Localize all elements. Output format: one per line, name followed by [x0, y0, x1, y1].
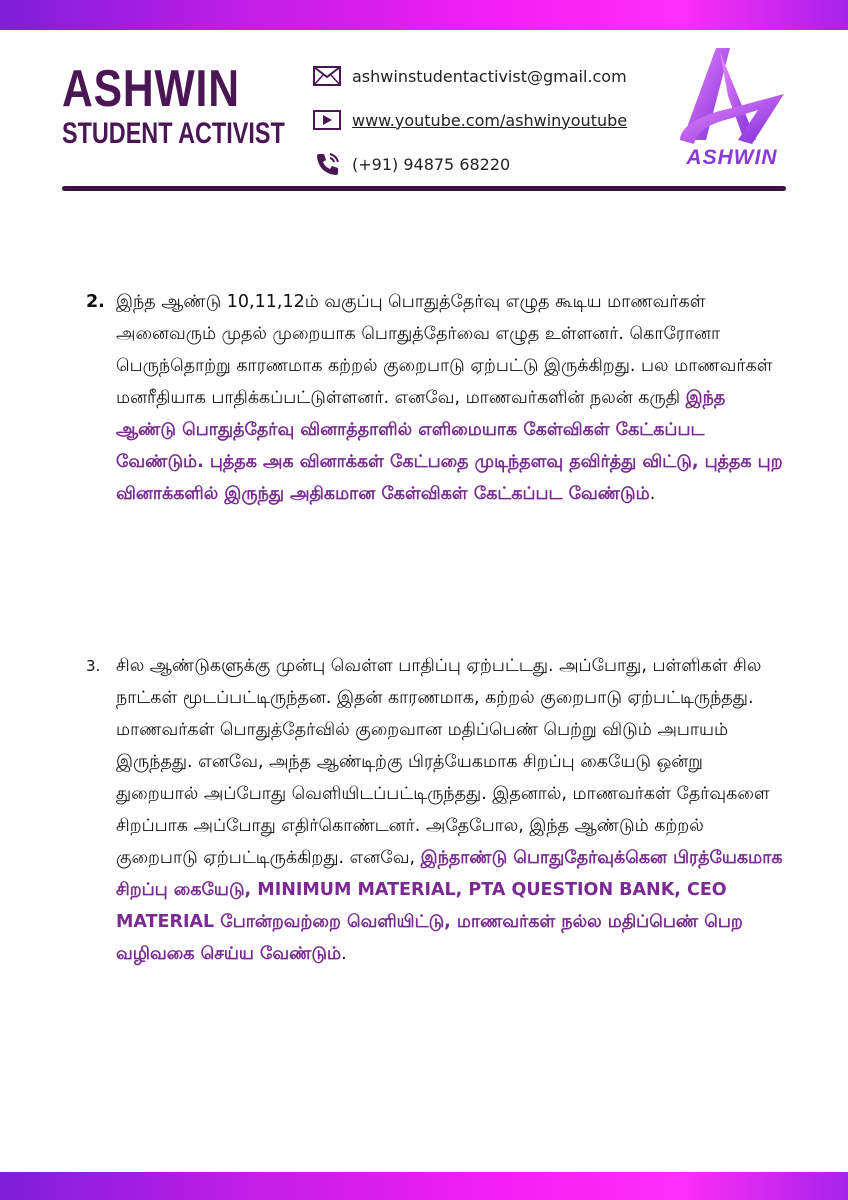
- point-highlight: இந்தாண்டு பொதுதேர்வுக்கென பிரத்யேகமாக சிறப்பு கையேடு, MINIMUM MATERIAL, PTA QUESTION BANK, CEO MATERIAL போன்றவற்றை வெளியிட்டு, மாணவர்கள் நல்ல மதிப்பெண் பெற வழிவகை செய்ய வேண்டும்: [116, 848, 783, 964]
- point-body: [116, 286, 786, 510]
- play-icon: [312, 107, 342, 133]
- point-number: 2.: [86, 292, 105, 312]
- point-number: 3.: [86, 657, 101, 675]
- phone-icon: [312, 151, 342, 177]
- logo-text: ASHWIN: [686, 146, 778, 169]
- contact-list: [312, 54, 627, 186]
- point-text-end: .: [649, 484, 656, 504]
- point-body: [116, 650, 786, 970]
- contact-email: [312, 54, 627, 98]
- email-link[interactable]: ashwinstudentactivist@gmail.com: [352, 66, 627, 86]
- header-divider: [62, 186, 786, 191]
- brand-block: [62, 62, 348, 150]
- contact-youtube: [312, 98, 627, 142]
- brand-name: ASHWIN: [62, 60, 240, 118]
- point-2: [86, 286, 786, 510]
- point-highlight: இந்த ஆண்டு பொதுத்தேர்வு வினாத்தாளில் எளிமையாக கேள்விகள் கேட்கப்பட வேண்டும். புத்தக அக வினாக்கள் கேட்பதை முடிந்தளவு தவிர்த்து விட்டு, புத்தக புற வினாக்களில் இருந்து அதிகமான கேள்விகள் கேட்கப்பட வேண்டும்: [116, 388, 783, 504]
- point-text: சில ஆண்டுகளுக்கு முன்பு வெள்ள பாதிப்பு ஏற்பட்டது. அப்போது, பள்ளிகள் சில நாட்கள் மூடப்பட்டிருந்தன. இதன் காரணமாக, கற்றல் குறைபாடு ஏற்பட்டிருந்தது. மாணவர்கள் பொதுத்தேர்வில் குறைவான மதிப்பெண் பெற்று விடும் அபாயம் இருந்தது. எனவே, அந்த ஆண்டிற்கு பிரத்யேகமாக சிறப்பு கையேடு ஒன்று துறையால் அப்போது வெளியிடப்பட்டிருந்தது. இதனால், மாணவர்கள் தேர்வுகளை சிறப்பாக அப்போது எதிர்கொண்டனர். அதேபோல, இந்த ஆண்டும் கற்றல் குறைபாடு ஏற்பட்டிருக்கிறது. எனவே,: [116, 656, 770, 868]
- point-3: [86, 650, 786, 970]
- brand-subtitle: STUDENT ACTIVIST: [62, 117, 285, 150]
- contact-phone: [312, 142, 627, 186]
- point-text-end: .: [341, 944, 347, 964]
- envelope-icon: [312, 63, 342, 89]
- top-gradient-band: [0, 0, 848, 30]
- point-text: இந்த ஆண்டு 10,11,12ம் வகுப்பு பொதுத்தேர்வு எழுத கூடிய மாணவர்கள் அனைவரும் முதல் முறையாக பொதுத்தேர்வை எழுத உள்ளனர். கொரோனா பெருந்தொற்று காரணமாக கற்றல் குறைபாடு ஏற்பட்டு இருக்கிறது. பல மாணவர்கள் மனரீதியாக பாதிக்கப்பட்டுள்ளனர். எனவே, மாணவர்களின் நலன் கருதி: [116, 292, 773, 408]
- phone-number: (+91) 94875 68220: [352, 154, 511, 174]
- bottom-gradient-band: [0, 1172, 848, 1200]
- youtube-link[interactable]: www.youtube.com/ashwinyoutube: [352, 110, 628, 130]
